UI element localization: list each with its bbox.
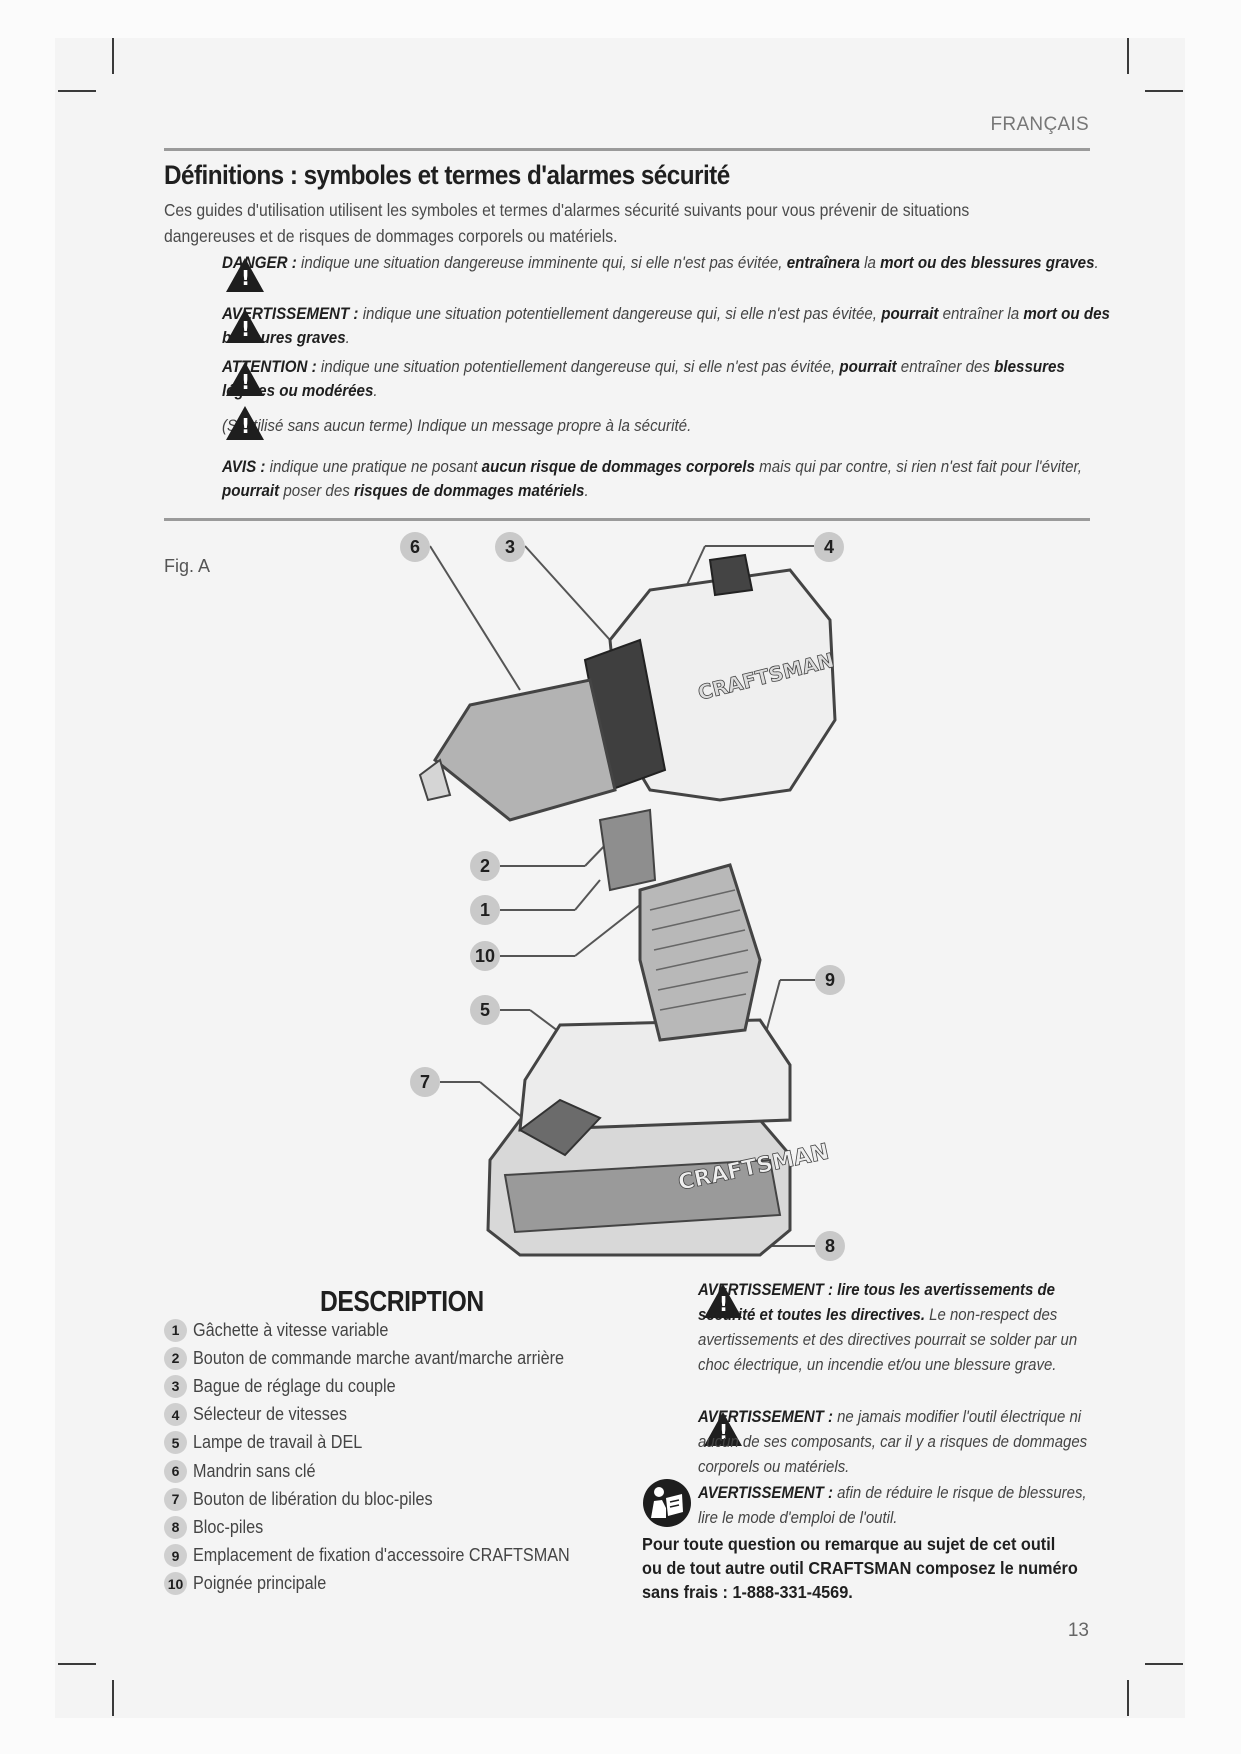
definition-danger: DANGER : indique une situation dangereuse imminente qui, si elle n'est pas évitée, entraînera la mort ou des blessures graves. bbox=[222, 253, 1099, 272]
definition-symbol-only: (Si utilisé sans aucun terme) Indique un message propre à la sécurité. bbox=[222, 416, 692, 435]
callout-3: 3 bbox=[495, 532, 525, 562]
list-item: 7 Bouton de libération du bloc-piles bbox=[164, 1485, 612, 1513]
notice-term: AVIS : bbox=[222, 457, 266, 476]
callout-9: 9 bbox=[815, 965, 845, 995]
definition-caution: ATTENTION : indique une situation potentiellement dangereuse qui, si elle n'est pas évitée, pourrait entraîner des blessures légères ou modérées. bbox=[222, 357, 1065, 400]
list-item: 4 Sélecteur de vitesses bbox=[164, 1401, 612, 1429]
description-title: DESCRIPTION bbox=[320, 1286, 484, 1318]
language-label: FRANÇAIS bbox=[990, 114, 1089, 135]
list-item: 1 Gâchette à vitesse variable bbox=[164, 1316, 612, 1344]
warning-read-all: AVERTISSEMENT : lire tous les avertissements de sécurité et toutes les directives. Le non-respect des avertissements et des directives pourrait se solder par un choc électrique, un incendie et/ou une blessure grave. bbox=[698, 1280, 1078, 1374]
list-item: 8 Bloc-piles bbox=[164, 1513, 612, 1541]
callout-5: 5 bbox=[470, 995, 500, 1025]
crop-mark bbox=[112, 1680, 114, 1716]
page-number: 13 bbox=[1067, 1620, 1089, 1641]
crop-mark bbox=[1127, 1680, 1129, 1716]
callout-7: 7 bbox=[410, 1067, 440, 1097]
list-item: 10 Poignée principale bbox=[164, 1570, 612, 1598]
warning-read-manual: AVERTISSEMENT : afin de réduire le risque de blessures, lire le mode d'emploi de l'outil. bbox=[698, 1483, 1087, 1527]
definition-notice: AVIS : indique une pratique ne posant aucun risque de dommages corporels mais qui par contre, si rien n'est fait pour l'éviter, pourrait poser des risques de dommages matériels. bbox=[222, 457, 1082, 500]
battery-brand-text: CRAFTSMAN bbox=[676, 1139, 832, 1196]
housing-brand-text: CRAFTSMAN bbox=[695, 647, 837, 705]
callout-1: 1 bbox=[470, 895, 500, 925]
list-item: 6 Mandrin sans clé bbox=[164, 1457, 612, 1485]
figure-label: Fig. A bbox=[164, 556, 211, 576]
list-item: 3 Bague de réglage du couple bbox=[164, 1372, 612, 1400]
list-item: 9 Emplacement de fixation d'accessoire CRAFTSMAN bbox=[164, 1542, 612, 1570]
crop-mark bbox=[1145, 1663, 1183, 1665]
danger-term: DANGER : bbox=[222, 253, 297, 272]
crop-mark bbox=[58, 1663, 96, 1665]
definition-warning: AVERTISSEMENT : indique une situation potentiellement dangereuse qui, si elle n'est pas évitée, pourrait entraîner la mort ou des blessures graves. bbox=[222, 304, 1110, 347]
warning-no-modify: AVERTISSEMENT : ne jamais modifier l'outil électrique ni aucun de ses composants, car il y a risques de dommages corporels ou matériels. bbox=[698, 1407, 1088, 1476]
callout-4: 4 bbox=[814, 532, 844, 562]
callout-2: 2 bbox=[470, 851, 500, 881]
read-manual-icon bbox=[642, 1478, 692, 1528]
caution-term: ATTENTION : bbox=[222, 357, 317, 376]
callout-6: 6 bbox=[400, 532, 430, 562]
list-item: 5 Lampe de travail à DEL bbox=[164, 1429, 612, 1457]
callout-8: 8 bbox=[815, 1231, 845, 1261]
section-intro: Ces guides d'utilisation utilisent les symboles et termes d'alarmes sécurité suivants pour vous prévenir de situations dangereuses et de risques de dommages corporels ou matériels. bbox=[164, 200, 970, 246]
callout-10: 10 bbox=[470, 941, 500, 971]
list-item: 2 Bouton de commande marche avant/marche arrière bbox=[164, 1344, 612, 1372]
section-title: Définitions : symboles et termes d'alarmes sécurité bbox=[164, 160, 730, 190]
warning-term: AVERTISSEMENT : bbox=[222, 304, 359, 323]
description-list bbox=[164, 1316, 612, 1598]
contact-info: Pour toute question ou remarque au sujet de cet outil ou de tout autre outil CRAFTSMAN composez le numéro sans frais : 1-888-331-4569. bbox=[642, 1534, 1078, 1602]
